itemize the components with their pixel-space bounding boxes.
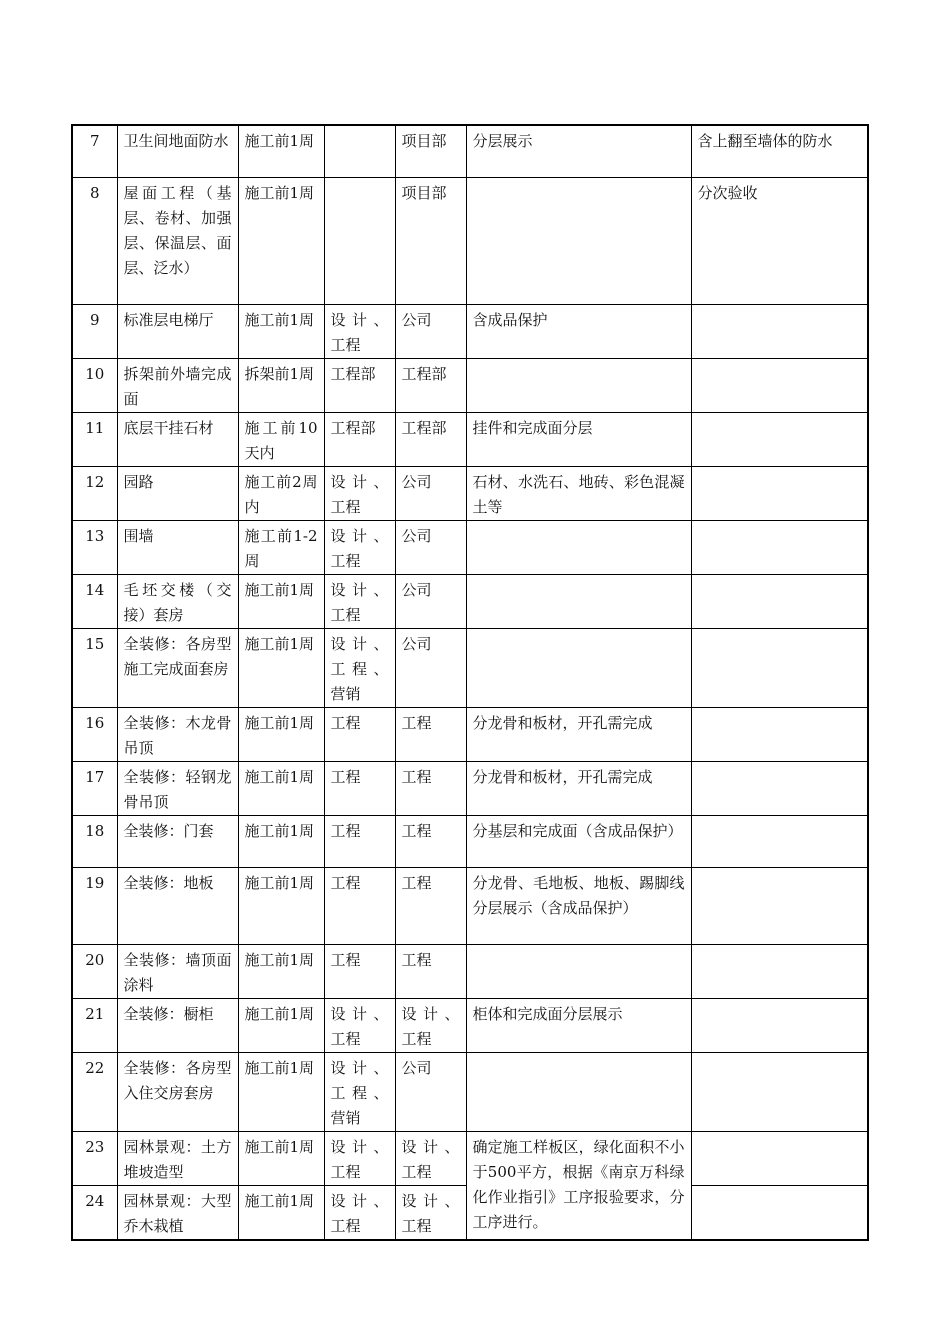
item-cell: 全装修：地板: [117, 868, 238, 945]
content-cell: [466, 359, 691, 413]
organizer-cell: [324, 178, 395, 305]
remark-cell: [691, 762, 868, 816]
remark-cell: 含上翻至墙体的防水: [691, 125, 868, 178]
organizer-cell: 工程: [324, 708, 395, 762]
table-row: [72, 125, 868, 178]
acceptor-cell: 公司: [395, 1053, 466, 1132]
remark-cell: [691, 413, 868, 467]
row-number: 21: [72, 999, 117, 1053]
item-cell: 拆架前外墙完成面: [117, 359, 238, 413]
organizer-cell: 设计、工程: [324, 467, 395, 521]
organizer-cell: 工程部: [324, 359, 395, 413]
timing-cell: 施工前1周: [238, 868, 324, 945]
table-row: [72, 467, 868, 521]
acceptor-cell: 项目部: [395, 125, 466, 178]
content-cell: 分基层和完成面（含成品保护）: [466, 816, 691, 868]
organizer-cell: 设计、工程: [324, 1132, 395, 1186]
acceptor-cell: 设计、工程: [395, 1132, 466, 1186]
row-number: 24: [72, 1186, 117, 1241]
item-cell: 屋面工程（基层、卷材、加强层、保温层、面层、泛水）: [117, 178, 238, 305]
row-number: 7: [72, 125, 117, 178]
item-cell: 底层干挂石材: [117, 413, 238, 467]
acceptor-cell: 公司: [395, 575, 466, 629]
timing-cell: 拆架前1周: [238, 359, 324, 413]
acceptor-cell: 工程: [395, 868, 466, 945]
timing-cell: 施工前1周: [238, 575, 324, 629]
row-number: 15: [72, 629, 117, 708]
timing-cell: 施工前1周: [238, 178, 324, 305]
remark-cell: [691, 1186, 868, 1241]
table-body: [72, 125, 868, 1240]
row-number: 17: [72, 762, 117, 816]
acceptor-cell: 工程部: [395, 413, 466, 467]
item-cell: 全装修：门套: [117, 816, 238, 868]
remark-cell: [691, 1053, 868, 1132]
content-cell: [466, 945, 691, 999]
content-cell: 柜体和完成面分层展示: [466, 999, 691, 1053]
timing-cell: 施工前2周内: [238, 467, 324, 521]
timing-cell: 施工前1周: [238, 708, 324, 762]
organizer-cell: 工程: [324, 762, 395, 816]
row-number: 23: [72, 1132, 117, 1186]
remark-cell: [691, 945, 868, 999]
organizer-cell: 工程: [324, 868, 395, 945]
content-cell: 分龙骨、毛地板、地板、踢脚线分层展示（含成品保护）: [466, 868, 691, 945]
timing-cell: 施工前1周: [238, 945, 324, 999]
content-cell: 确定施工样板区，绿化面积不小于500平方，根据《南京万科绿化作业指引》工序报验要求，分工序进行。: [466, 1132, 691, 1241]
organizer-cell: 设计、工程: [324, 999, 395, 1053]
table-row: [72, 1053, 868, 1132]
document-page: [71, 124, 869, 1241]
row-number: 18: [72, 816, 117, 868]
remark-cell: [691, 868, 868, 945]
content-cell: 分龙骨和板材，开孔需完成: [466, 708, 691, 762]
item-cell: 毛坯交楼（交接）套房: [117, 575, 238, 629]
organizer-cell: 设计、工程: [324, 575, 395, 629]
content-cell: 分龙骨和板材，开孔需完成: [466, 762, 691, 816]
acceptor-cell: 公司: [395, 305, 466, 359]
timing-cell: 施工前1周: [238, 1132, 324, 1186]
acceptor-cell: 公司: [395, 521, 466, 575]
remark-cell: [691, 467, 868, 521]
remark-cell: [691, 1132, 868, 1186]
item-cell: 卫生间地面防水: [117, 125, 238, 178]
table-row: [72, 945, 868, 999]
item-cell: 全装修：木龙骨吊顶: [117, 708, 238, 762]
item-cell: 全装修：各房型入住交房套房: [117, 1053, 238, 1132]
content-cell: [466, 178, 691, 305]
acceptor-cell: 工程: [395, 708, 466, 762]
row-number: 9: [72, 305, 117, 359]
remark-cell: [691, 359, 868, 413]
row-number: 22: [72, 1053, 117, 1132]
row-number: 12: [72, 467, 117, 521]
remark-cell: [691, 521, 868, 575]
table-row: [72, 629, 868, 708]
organizer-cell: 设计、工程、营销: [324, 629, 395, 708]
row-number: 11: [72, 413, 117, 467]
timing-cell: 施工前1周: [238, 629, 324, 708]
item-cell: 全装修：轻钢龙骨吊顶: [117, 762, 238, 816]
table-row: [72, 868, 868, 945]
acceptor-cell: 工程: [395, 762, 466, 816]
row-number: 13: [72, 521, 117, 575]
item-cell: 围墙: [117, 521, 238, 575]
row-number: 19: [72, 868, 117, 945]
acceptor-cell: 设计、工程: [395, 1186, 466, 1241]
remark-cell: 分次验收: [691, 178, 868, 305]
acceptor-cell: 工程: [395, 945, 466, 999]
timing-cell: 施工前10天内: [238, 413, 324, 467]
organizer-cell: 设计、工程: [324, 305, 395, 359]
table-row: [72, 999, 868, 1053]
item-cell: 标准层电梯厅: [117, 305, 238, 359]
acceptor-cell: 工程: [395, 816, 466, 868]
remark-cell: [691, 999, 868, 1053]
content-cell: 分层展示: [466, 125, 691, 178]
table-row: [72, 413, 868, 467]
row-number: 10: [72, 359, 117, 413]
table-row: [72, 1132, 868, 1186]
sample-acceptance-table: [71, 124, 869, 1241]
timing-cell: 施工前1周: [238, 1053, 324, 1132]
content-cell: [466, 1053, 691, 1132]
acceptor-cell: 公司: [395, 629, 466, 708]
organizer-cell: 设计、工程: [324, 1186, 395, 1241]
organizer-cell: 工程: [324, 816, 395, 868]
timing-cell: 施工前1周: [238, 762, 324, 816]
remark-cell: [691, 305, 868, 359]
row-number: 8: [72, 178, 117, 305]
content-cell: [466, 575, 691, 629]
timing-cell: 施工前1-2周: [238, 521, 324, 575]
table-row: [72, 178, 868, 305]
organizer-cell: 设计、工程: [324, 521, 395, 575]
timing-cell: 施工前1周: [238, 305, 324, 359]
timing-cell: 施工前1周: [238, 999, 324, 1053]
table-row: [72, 521, 868, 575]
table-row: [72, 708, 868, 762]
organizer-cell: 工程: [324, 945, 395, 999]
remark-cell: [691, 629, 868, 708]
timing-cell: 施工前1周: [238, 1186, 324, 1241]
item-cell: 全装修：橱柜: [117, 999, 238, 1053]
acceptor-cell: 项目部: [395, 178, 466, 305]
item-cell: 全装修：各房型施工完成面套房: [117, 629, 238, 708]
content-cell: 挂件和完成面分层: [466, 413, 691, 467]
item-cell: 园路: [117, 467, 238, 521]
content-cell: [466, 521, 691, 575]
item-cell: 园林景观：大型乔木栽植: [117, 1186, 238, 1241]
item-cell: 园林景观：土方堆坡造型: [117, 1132, 238, 1186]
remark-cell: [691, 708, 868, 762]
table-row: [72, 359, 868, 413]
content-cell: 石材、水洗石、地砖、彩色混凝土等: [466, 467, 691, 521]
acceptor-cell: 工程部: [395, 359, 466, 413]
organizer-cell: 工程部: [324, 413, 395, 467]
acceptor-cell: 公司: [395, 467, 466, 521]
timing-cell: 施工前1周: [238, 816, 324, 868]
content-cell: 含成品保护: [466, 305, 691, 359]
remark-cell: [691, 816, 868, 868]
organizer-cell: [324, 125, 395, 178]
table-row: [72, 305, 868, 359]
table-row: [72, 575, 868, 629]
row-number: 16: [72, 708, 117, 762]
row-number: 20: [72, 945, 117, 999]
table-row: [72, 762, 868, 816]
timing-cell: 施工前1周: [238, 125, 324, 178]
content-cell: [466, 629, 691, 708]
table-row: [72, 816, 868, 868]
acceptor-cell: 设计、工程: [395, 999, 466, 1053]
item-cell: 全装修：墙顶面涂料: [117, 945, 238, 999]
remark-cell: [691, 575, 868, 629]
row-number: 14: [72, 575, 117, 629]
organizer-cell: 设计、工程、营销: [324, 1053, 395, 1132]
